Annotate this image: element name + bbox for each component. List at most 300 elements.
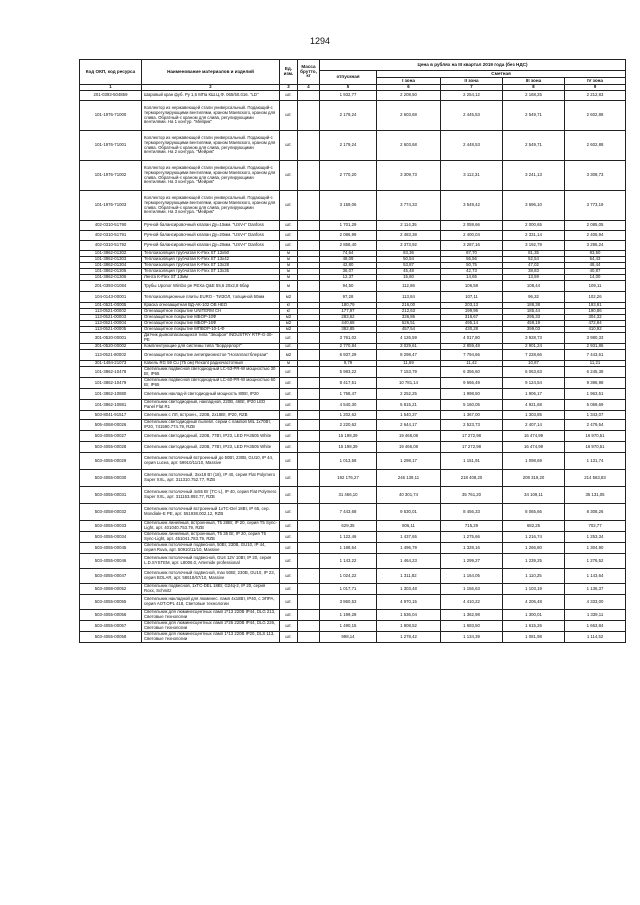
- cell-zone-3-price: 2 549,71: [503, 101, 565, 131]
- cell-mass: [298, 161, 320, 191]
- cell-zone-3-price: 2 407,14: [503, 420, 565, 431]
- cell-zone-4-price: 1 253,34: [565, 532, 626, 543]
- cell-mass: [298, 411, 320, 420]
- cell-resource-code: 301-0520-00001: [80, 333, 142, 344]
- cell-zone-3-price: 3 192,79: [503, 241, 565, 251]
- cell-zone-3-price: 1 300,01: [503, 610, 565, 621]
- cell-resource-code: 402-0310-51791: [80, 231, 142, 241]
- cell-release-price: 177,97: [320, 309, 377, 315]
- cell-zone-2-price: 14,65: [441, 275, 503, 281]
- cell-material-name: Светильник линейный, встроенный, Т5 28Вт, IP 20, серия Т5 Sync-Light, арт. 401040.753.79, RZB: [142, 521, 280, 532]
- cell-material-name: Лента K-Flex ST 13мм: [142, 275, 280, 281]
- cell-release-price: 3 860,53: [320, 595, 377, 610]
- cell-zone-3-price: 8 065,66: [503, 504, 565, 521]
- cell-zone-2-price: 3 549,42: [441, 191, 503, 221]
- cell-resource-code: 503-4055-00030: [80, 470, 142, 487]
- cell-unit: шт.: [280, 442, 298, 453]
- table-row: [80, 595, 626, 610]
- cell-zone-2-price: 1 151,91: [441, 453, 503, 470]
- cell-zone-3-price: 13,59: [503, 275, 565, 281]
- cell-release-price: 1 758,47: [320, 389, 377, 400]
- cell-zone-2-price: 1 693,50: [441, 621, 503, 632]
- cell-zone-3-price: 10,87: [503, 361, 565, 367]
- cell-zone-2-price: 35 761,20: [441, 487, 503, 504]
- cell-zone-2-price: 199,96: [441, 309, 503, 315]
- cell-zone-4-price: 214 563,83: [565, 470, 626, 487]
- cell-zone-3-price: 208 319,20: [503, 470, 565, 487]
- table-row: [80, 131, 626, 161]
- cell-mass: [298, 442, 320, 453]
- cell-material-name: Теплоизоляционные плиты EURO - ТИЗОЛ, толщиной 50мм: [142, 292, 280, 303]
- cell-mass: [298, 400, 320, 411]
- cell-zone-1-price: 19 466,08: [377, 431, 441, 442]
- cell-release-price: 2 858,40: [320, 241, 377, 251]
- cell-zone-4-price: 11,21: [565, 361, 626, 367]
- cell-zone-2-price: 87,70: [441, 251, 503, 257]
- cell-material-name: Светильник потолочный подвесной, GU4 12V 10Вт, IP 20, серия L.D.SYSTEM, арт. L8006.0, Artemide professional: [142, 554, 280, 569]
- cell-zone-1-price: 112,86: [377, 281, 441, 292]
- cell-resource-code: 402-0310-51792: [80, 241, 142, 251]
- cell-material-name: Светильник для люминесцентных ламп 2*13 220В IP44, DLG 213, Световые технологии: [142, 610, 280, 621]
- cell-resource-code: 101-1976-71001: [80, 131, 142, 161]
- cell-material-name: Ручной балансировочный клапан Ду=20мм. "USV-I" Danfoss: [142, 231, 280, 241]
- cell-material-name: Теплоизоляция трубчатая K-Flex ST 13х42: [142, 257, 280, 263]
- column-number: 7: [441, 85, 503, 91]
- cell-zone-2-price: 4 410,22: [441, 595, 503, 610]
- cell-resource-code: 503-4055-00045: [80, 543, 142, 554]
- cell-zone-1-price: 2 603,68: [377, 131, 441, 161]
- cell-zone-4-price: 16 970,51: [565, 442, 626, 453]
- cell-zone-1-price: 806,11: [377, 521, 441, 532]
- cell-material-name: Комплектующие для системы типа "Бордерлорт": [142, 344, 280, 350]
- cell-release-price: 12,37: [320, 275, 377, 281]
- cell-material-name: Огнезащитное покрытие МПВОР-10-1-Ф: [142, 327, 280, 333]
- header-price-group: Цена в рублях на III квартал 2019 года (без НДС): [320, 60, 626, 71]
- cell-zone-2-price: 6 356,60: [441, 367, 503, 378]
- cell-resource-code: 505-4068-00026: [80, 420, 142, 431]
- cell-zone-1-price: 1 464,23: [377, 554, 441, 569]
- cell-zone-2-price: 2 254,12: [441, 91, 503, 101]
- cell-release-price: 2 179,24: [320, 131, 377, 161]
- cell-zone-1-price: 526,51: [377, 321, 441, 327]
- cell-unit: м: [280, 361, 298, 367]
- table-row: [80, 431, 626, 442]
- cell-resource-code: 503-4058-00032: [80, 504, 142, 521]
- cell-material-name: Светильник с ЛЛ, встроен., 220В, 2х18Вт, IP20, RZB: [142, 411, 280, 420]
- cell-resource-code: 301-0520-00002: [80, 344, 142, 350]
- cell-zone-4-price: 190,86: [565, 309, 626, 315]
- cell-material-name: Коллектор из нержавеющей стали универсальный. Подающий-с терморегулирующими вентилями, краном Маевского, краном для слива. Обратный-с краном для слива, регулирующими вентилями. На 3 контура. "Мейрик": [142, 161, 280, 191]
- header-mass: Масса брутто, кг: [298, 60, 320, 85]
- cell-zone-2-price: 1 164,05: [441, 569, 503, 584]
- cell-unit: м2: [280, 321, 298, 327]
- cell-zone-2-price: 1 156,63: [441, 584, 503, 595]
- cell-unit: м2: [280, 327, 298, 333]
- cell-zone-4-price: 9 396,98: [565, 378, 626, 389]
- cell-material-name: Коллектор из нержавеющей стали универсальный. Подающий-с терморегулирующими вентилями, краном Маевского, краном для слива. Обратный-с краном для слива, регулирующими вентилями. На 1 контур. "Мейрик": [142, 101, 280, 131]
- cell-unit: шт.: [280, 554, 298, 569]
- cell-zone-1-price: 1 496,79: [377, 543, 441, 554]
- cell-mass: [298, 378, 320, 389]
- cell-zone-2-price: 7 794,66: [441, 350, 503, 361]
- cell-material-name: Светильник наклад-й светодиодный мощность 80Вт, IP20: [142, 389, 280, 400]
- cell-release-price: 1 122,46: [320, 532, 377, 543]
- cell-zone-2-price: 218 408,20: [441, 470, 503, 487]
- cell-zone-3-price: 459,19: [503, 321, 565, 327]
- cell-material-name: Светильник подвесной светодиодный LC-60-PR-W мощностью 60 Вт, IP65: [142, 378, 280, 389]
- cell-mass: [298, 521, 320, 532]
- cell-release-price: 1 199,28: [320, 610, 377, 621]
- cell-unit: шт.: [280, 632, 298, 643]
- cell-material-name: Светильник для люминесцентных ламп 2*26 220В IP44, DLG 226, Световые технологии: [142, 621, 280, 632]
- cell-zone-1-price: 246 139,11: [377, 470, 441, 487]
- cell-zone-4-price: 472,84: [565, 321, 626, 327]
- cell-release-price: 1 202,62: [320, 411, 377, 420]
- cell-release-price: 15 198,39: [320, 431, 377, 442]
- cell-zone-1-price: 2 114,35: [377, 221, 441, 231]
- cell-zone-3-price: 7 228,66: [503, 350, 565, 361]
- cell-zone-4-price: 1 114,52: [565, 632, 626, 643]
- column-number: 2: [142, 85, 280, 91]
- cell-zone-2-price: 17 272,98: [441, 431, 503, 442]
- cell-zone-2-price: 1 299,27: [441, 554, 503, 569]
- cell-zone-1-price: 216,00: [377, 303, 441, 309]
- header-zone-3: III зона: [503, 78, 565, 85]
- cell-resource-code: 113-0521-00003: [80, 315, 142, 321]
- column-number: 9: [565, 85, 626, 91]
- cell-release-price: 1 701,29: [320, 221, 377, 231]
- cell-release-price: 8 417,51: [320, 378, 377, 389]
- cell-zone-3-price: 52,54: [503, 257, 565, 263]
- cell-resource-code: 402-0310-51790: [80, 221, 142, 231]
- cell-unit: шт.: [280, 584, 298, 595]
- cell-mass: [298, 131, 320, 161]
- cell-release-price: 36,07: [320, 269, 377, 275]
- cell-material-name: Огнезащитное покрытие UNITERM СН: [142, 309, 280, 315]
- cell-mass: [298, 543, 320, 554]
- cell-zone-3-price: 81,35: [503, 251, 565, 257]
- cell-zone-2-price: 1 134,39: [441, 632, 503, 643]
- cell-mass: [298, 292, 320, 303]
- cell-zone-4-price: 1 131,74: [565, 453, 626, 470]
- table-row: [80, 621, 626, 632]
- cell-resource-code: 503-4055-00028: [80, 442, 142, 453]
- cell-material-name: Светильник потолочный, 3хх18 Вт (18), IP 40, серия Flat Polymero Super XXL, арт. 311310.752.77, RZB: [142, 470, 280, 487]
- cell-unit: шт.: [280, 431, 298, 442]
- cell-zone-3-price: 1 615,26: [503, 621, 565, 632]
- cell-zone-1-price: 9 530,01: [377, 504, 441, 521]
- cell-zone-2-price: 50,75: [441, 263, 503, 269]
- cell-resource-code: 201-0393-504859: [80, 91, 142, 101]
- cell-release-price: 1 143,22: [320, 554, 377, 569]
- cell-zone-2-price: 430,28: [441, 327, 503, 333]
- cell-zone-4-price: 1 304,90: [565, 543, 626, 554]
- cell-zone-3-price: 1 239,25: [503, 554, 565, 569]
- cell-release-price: 2 179,24: [320, 101, 377, 131]
- cell-material-name: Коллектор из нержавеющей стали универсальный. Подающий-с терморегулирующими вентилями, краном Маевского, краном для слива. Обратный-с краном для слива, регулирующими вентилями. На 2 контура. "Мейрик": [142, 131, 280, 161]
- cell-zone-2-price: 56,56: [441, 257, 503, 263]
- cell-release-price: 2 086,99: [320, 231, 377, 241]
- cell-material-name: Светильник светодиодный, накладной, 220В, 46Вт, IP20 LED Panel Flat R1: [142, 400, 280, 411]
- cell-mass: [298, 333, 320, 344]
- cell-zone-1-price: 2 644,17: [377, 420, 441, 431]
- cell-zone-2-price: 3 287,16: [441, 241, 503, 251]
- cell-release-price: 31 466,10: [320, 487, 377, 504]
- header-unit: Ед. изм.: [280, 60, 298, 85]
- table-row: [80, 543, 626, 554]
- cell-release-price: 2 770,84: [320, 344, 377, 350]
- cell-release-price: 97,28: [320, 292, 377, 303]
- cell-material-name: Светильник подвесной светодиодный LC-53-PR-W мощностью 30 Вт, IP65: [142, 367, 280, 378]
- cell-zone-3-price: 1 906,17: [503, 389, 565, 400]
- cell-zone-1-price: 40 301,74: [377, 487, 441, 504]
- cell-unit: кг: [280, 303, 298, 309]
- cell-resource-code: 503-8041-91517: [80, 411, 142, 420]
- cell-zone-1-price: 8 298,47: [377, 350, 441, 361]
- cell-material-name: Светильник светодиодный, 220В, 77Вт, IP23, LED PA3505 White: [142, 442, 280, 453]
- cell-zone-2-price: 17 272,98: [441, 442, 503, 453]
- cell-zone-1-price: 3 774,33: [377, 191, 441, 221]
- cell-zone-3-price: 2 000,65: [503, 221, 565, 231]
- cell-material-name: Краска огнезащитная ВД-АК-102 ОВ НЕО: [142, 303, 280, 309]
- cell-zone-4-price: 16 970,51: [565, 431, 626, 442]
- price-table: [79, 59, 626, 643]
- cell-resource-code: 104-0143-00001: [80, 292, 142, 303]
- cell-release-price: 5 983,22: [320, 367, 377, 378]
- cell-material-name: Теплоизоляция трубчатая K-Flex ST 13х28: [142, 263, 280, 269]
- cell-unit: шт.: [280, 521, 298, 532]
- cell-unit: шт.: [280, 470, 298, 487]
- cell-zone-2-price: 2 523,73: [441, 420, 503, 431]
- cell-zone-3-price: 16 474,99: [503, 442, 565, 453]
- cell-material-name: Теплоизоляция трубчатая K-Flex ST 13х50: [142, 251, 280, 257]
- cell-resource-code: 113-0521-00004: [80, 321, 142, 327]
- cell-unit: м2: [280, 292, 298, 303]
- cell-zone-1-price: 212,63: [377, 309, 441, 315]
- header-zone-1: I зона: [377, 78, 441, 85]
- cell-material-name: Светильник подвесной, 1хTC-DEL 18Вт, G24q-2, IP 20, серия Roxx, Schmitz: [142, 584, 280, 595]
- cell-release-price: 3 159,06: [320, 191, 377, 221]
- cell-zone-3-price: 1 216,74: [503, 532, 565, 543]
- cell-resource-code: 503-4088-00052: [80, 584, 142, 595]
- cell-zone-1-price: 2 483,38: [377, 231, 441, 241]
- cell-material-name: Светильник потолочный подвесной, 50Вт, 230В, GU10, IP 44, серия Ruva, арт. 50910/11/10, Massive: [142, 543, 280, 554]
- cell-zone-3-price: 1 081,98: [503, 632, 565, 643]
- cell-unit: шт.: [280, 101, 298, 131]
- column-number: 1: [80, 85, 142, 91]
- cell-unit: шт.: [280, 532, 298, 543]
- table-row: [80, 91, 626, 101]
- cell-unit: м2: [280, 350, 298, 361]
- cell-unit: шт.: [280, 400, 298, 411]
- cell-zone-4-price: 2 479,54: [565, 420, 626, 431]
- table-row: [80, 453, 626, 470]
- table-row: [80, 333, 626, 344]
- cell-zone-2-price: 2 400,04: [441, 231, 503, 241]
- table-row: [80, 400, 626, 411]
- table-row: [80, 367, 626, 378]
- cell-mass: [298, 350, 320, 361]
- cell-mass: [298, 420, 320, 431]
- cell-zone-4-price: 1 663,84: [565, 621, 626, 632]
- cell-mass: [298, 621, 320, 632]
- table-row: [80, 231, 626, 241]
- cell-zone-1-price: 5 815,21: [377, 400, 441, 411]
- page-number: 1294: [309, 36, 331, 46]
- cell-mass: [298, 221, 320, 231]
- cell-resource-code: 101-1976-71003: [80, 191, 142, 221]
- cell-release-price: 15 198,39: [320, 442, 377, 453]
- cell-zone-1-price: 83,36: [377, 251, 441, 257]
- cell-zone-1-price: 10 781,14: [377, 378, 441, 389]
- cell-mass: [298, 431, 320, 442]
- cell-mass: [298, 101, 320, 131]
- cell-resource-code: 503-4055-00055: [80, 595, 142, 610]
- cell-zone-3-price: 47,02: [503, 263, 565, 269]
- cell-zone-4-price: 3 773,19: [565, 191, 626, 221]
- cell-material-name: Трубы Uponor Wirsbo pe PEXa Q&E 55,6 20х2,8 6бар: [142, 281, 280, 292]
- table-row: [80, 420, 626, 431]
- cell-zone-1-price: 1 540,37: [377, 411, 441, 420]
- cell-zone-1-price: 1 303,48: [377, 584, 441, 595]
- cell-zone-3-price: 188,38: [503, 303, 565, 309]
- table-body: [80, 91, 626, 643]
- cell-zone-3-price: 2 168,25: [503, 91, 565, 101]
- cell-zone-4-price: 3 295,24: [565, 241, 626, 251]
- cell-zone-2-price: 495,14: [441, 321, 503, 327]
- cell-resource-code: 101-3862-10479: [80, 378, 142, 389]
- header-zone-4: IV зона: [565, 78, 626, 85]
- cell-zone-4-price: 2 602,88: [565, 101, 626, 131]
- table-row: [80, 411, 626, 420]
- cell-zone-2-price: 2 059,66: [441, 221, 503, 231]
- cell-resource-code: 101-3862-10478: [80, 367, 142, 378]
- cell-release-price: 94,50: [320, 281, 377, 292]
- cell-mass: [298, 610, 320, 621]
- cell-release-price: 998,14: [320, 632, 377, 643]
- cell-unit: шт.: [280, 420, 298, 431]
- cell-resource-code: 101-3862-01306: [80, 275, 142, 281]
- table-row: [80, 532, 626, 543]
- cell-release-price: 4 540,30: [320, 400, 377, 411]
- cell-unit: шт.: [280, 610, 298, 621]
- cell-mass: [298, 595, 320, 610]
- table-row: [80, 292, 626, 303]
- table-row: [80, 191, 626, 221]
- cell-zone-4-price: 6 245,38: [565, 367, 626, 378]
- cell-zone-3-price: 2 901,24: [503, 344, 565, 350]
- cell-zone-4-price: 1 276,52: [565, 554, 626, 569]
- cell-zone-4-price: 109,11: [565, 281, 626, 292]
- cell-unit: кг: [280, 309, 298, 315]
- cell-zone-2-price: 1 367,00: [441, 411, 503, 420]
- cell-unit: м: [280, 275, 298, 281]
- cell-zone-3-price: 2 549,71: [503, 131, 565, 161]
- cell-zone-3-price: 6 063,63: [503, 367, 565, 378]
- cell-release-price: 192 176,27: [320, 470, 377, 487]
- cell-zone-4-price: 1 339,11: [565, 610, 626, 621]
- cell-resource-code: 201-0393-01084: [80, 281, 142, 292]
- cell-zone-3-price: 4 921,68: [503, 400, 565, 411]
- table-row: [80, 350, 626, 361]
- cell-resource-code: 503-4055-00034: [80, 532, 142, 543]
- cell-zone-3-price: 2 331,14: [503, 231, 565, 241]
- cell-zone-4-price: 410,92: [565, 327, 626, 333]
- cell-zone-4-price: 14,00: [565, 275, 626, 281]
- cell-material-name: Светильник светодиодный пылевл. серии с лампой MIL 1х70Вт, IP20, 741590.774.79, RZB: [142, 420, 280, 431]
- cell-unit: шт.: [280, 241, 298, 251]
- cell-zone-3-price: 3 696,10: [503, 191, 565, 221]
- cell-zone-2-price: 3 112,31: [441, 161, 503, 191]
- cell-zone-4-price: 702,77: [565, 521, 626, 532]
- cell-unit: шт.: [280, 621, 298, 632]
- cell-release-price: 629,35: [320, 521, 377, 532]
- cell-zone-4-price: 2 405,94: [565, 231, 626, 241]
- cell-material-name: Огнезащитное покрытие антиприонистое "Ногапластблерзаи": [142, 350, 280, 361]
- cell-resource-code: 503-4055-00031: [80, 487, 142, 504]
- cell-zone-3-price: 16 474,99: [503, 431, 565, 442]
- cell-resource-code: 503-4055-00029: [80, 453, 142, 470]
- cell-material-name: Ручной балансировочный клапан Ду=25мм. "USV-I" Danfoss: [142, 241, 280, 251]
- cell-unit: шт.: [280, 378, 298, 389]
- cell-zone-2-price: 9 566,49: [441, 378, 503, 389]
- cell-zone-2-price: 1 998,50: [441, 389, 503, 400]
- cell-release-price: 180,79: [320, 303, 377, 309]
- cell-resource-code: 101-0521-00005: [80, 303, 142, 309]
- cell-release-price: 9,79: [320, 361, 377, 367]
- cell-zone-1-price: 1 278,42: [377, 632, 441, 643]
- cell-zone-4-price: 5 069,69: [565, 400, 626, 411]
- cell-zone-2-price: 5 160,05: [441, 400, 503, 411]
- table-row: [80, 610, 626, 621]
- cell-zone-4-price: 2 931,86: [565, 344, 626, 350]
- cell-zone-1-price: 1 536,04: [377, 610, 441, 621]
- cell-zone-1-price: 3 029,61: [377, 344, 441, 350]
- cell-mass: [298, 241, 320, 251]
- cell-mass: [298, 569, 320, 584]
- cell-material-name: Коллектор из нержавеющей стали универсальный. Подающий-с терморегулирующими вентилями, краном Маевского, краном для слива. Обратный-с краном для слива, регулирующими вентилями. На 3 контура. "Мейрик": [142, 191, 280, 221]
- cell-zone-2-price: 106,58: [441, 281, 503, 292]
- cell-material-name: Светильник потолочный 4х55 Вт (TC-L), IP 40, серия Flat Polymero Super XXL, арт. 311153.892.77, RZB: [142, 487, 280, 504]
- cell-resource-code: 113-0521-00005: [80, 327, 142, 333]
- cell-zone-4-price: 54,43: [565, 257, 626, 263]
- cell-zone-2-price: 2 448,53: [441, 131, 503, 161]
- cell-material-name: Светильник потолочный встроенный до 50Вт, 230В, GU10, IP 44, серия Lucea, арт. 59910/11/10, Massive: [142, 453, 280, 470]
- cell-release-price: 7 443,68: [320, 504, 377, 521]
- cell-material-name: Огнезащитное покрытие МБОР-10Ф: [142, 315, 280, 321]
- cell-release-price: 48,09: [320, 257, 377, 263]
- cell-unit: шт.: [280, 344, 298, 350]
- column-number: 3: [280, 85, 298, 91]
- table-row: [80, 584, 626, 595]
- cell-material-name: Светильник светодиодный, 220В, 77Вт, IP23, LED PA3505 White: [142, 431, 280, 442]
- cell-resource-code: 101-1976-71000: [80, 101, 142, 131]
- cell-zone-4-price: 4 333,00: [565, 595, 626, 610]
- cell-release-price: 42,80: [320, 263, 377, 269]
- cell-zone-4-price: 2 602,88: [565, 131, 626, 161]
- cell-unit: м: [280, 263, 298, 269]
- cell-release-price: 382,85: [320, 327, 377, 333]
- cell-unit: шт.: [280, 543, 298, 554]
- cell-zone-3-price: 682,25: [503, 521, 565, 532]
- cell-zone-1-price: 1 311,82: [377, 569, 441, 584]
- cell-unit: м: [280, 251, 298, 257]
- cell-unit: шт.: [280, 569, 298, 584]
- cell-unit: шт.: [280, 453, 298, 470]
- cell-zone-2-price: 1 328,16: [441, 543, 503, 554]
- cell-resource-code: 503-4055-00057: [80, 621, 142, 632]
- header-name: Наименование материалов и изделий: [142, 60, 280, 85]
